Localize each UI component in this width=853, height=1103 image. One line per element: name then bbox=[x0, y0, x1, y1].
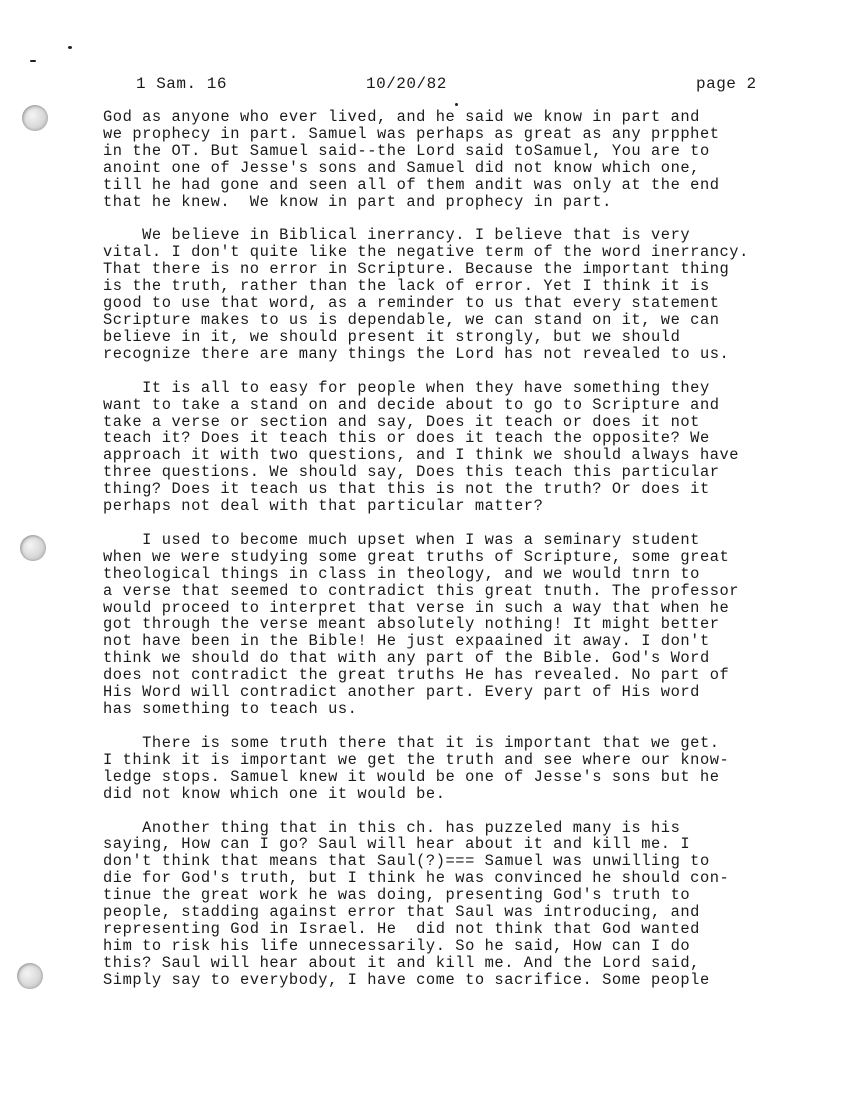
text-line: this? Saul will hear about it and kill me. And the Lord said, bbox=[103, 953, 700, 972]
text-line: That there is no error in Scripture. Because the important thing bbox=[103, 260, 730, 279]
text-line: when we were studying some great truths of Scripture, some great bbox=[103, 547, 730, 566]
text-line: is the truth, rather than the lack of error. Yet I think it is bbox=[103, 277, 710, 296]
text-line: die for God's truth, but I think he was convinced he should con- bbox=[103, 869, 730, 888]
text-line: would proceed to interpret that verse in such a way that when he bbox=[103, 598, 730, 617]
text-line: we prophecy in part. Samuel was perhaps as great as any prpphet bbox=[103, 124, 720, 143]
text-line: teach it? Does it teach this or does it teach the opposite? We bbox=[103, 429, 710, 448]
page-header bbox=[136, 75, 757, 97]
text-line: got through the verse meant absolutely nothing! It might better bbox=[103, 615, 720, 634]
text-line: perhaps not deal with that particular matter? bbox=[103, 497, 544, 516]
text-line: not have been in the Bible! He just expaained it away. I don't bbox=[103, 632, 710, 651]
paragraph bbox=[103, 109, 803, 210]
text-line: anoint one of Jesse's sons and Samuel did not know which one, bbox=[103, 158, 700, 177]
text-line: saying, How can I go? Saul will hear about it and kill me. I bbox=[103, 835, 691, 854]
header-date: 10/20/82 bbox=[366, 75, 447, 93]
text-line: him to risk his life unnecessarily. So he said, How can I do bbox=[103, 936, 691, 955]
ink-speck bbox=[455, 103, 458, 106]
text-line: representing God in Israel. He did not think that God wanted bbox=[103, 919, 700, 938]
ink-speck bbox=[30, 60, 36, 62]
document-body bbox=[103, 109, 803, 1006]
text-line: God as anyone who ever lived, and he said we know in part and bbox=[103, 108, 700, 126]
punch-hole-bottom bbox=[17, 963, 43, 989]
text-line: in the OT. But Samuel said--the Lord said toSamuel, You are to bbox=[103, 141, 710, 160]
text-line: that he knew. We know in part and prophecy in part. bbox=[103, 192, 612, 211]
text-line: has something to teach us. bbox=[103, 700, 358, 718]
scripture-reference: 1 Sam. 16 bbox=[136, 75, 227, 93]
text-line: people, stadding against error that Saul was introducing, and bbox=[103, 903, 700, 922]
page-number: page 2 bbox=[696, 75, 757, 93]
text-line: ledge stops. Samuel knew it would be one of Jesse's sons but he bbox=[103, 767, 720, 786]
text-line: His Word will contradict another part. Every part of His word bbox=[103, 683, 700, 702]
ink-speck bbox=[68, 46, 72, 49]
text-line: does not contradict the great truths He has revealed. No part of bbox=[103, 666, 730, 685]
text-line: did not know which one it would be. bbox=[103, 784, 446, 803]
text-line: Another thing that in this ch. has puzzeled many is his bbox=[103, 818, 681, 837]
text-line: a verse that seemed to contradict this great tnuth. The professor bbox=[103, 581, 740, 600]
text-line: recognize there are many things the Lord has not revealed to us. bbox=[103, 344, 730, 363]
text-line: theological things in class in theology, and we would tnrn to bbox=[103, 564, 700, 583]
punch-hole-middle bbox=[20, 535, 46, 561]
text-line: approach it with two questions, and I think we should always have bbox=[103, 446, 740, 465]
paragraph bbox=[103, 532, 803, 718]
text-line: think we should do that with any part of the Bible. God's Word bbox=[103, 649, 710, 668]
text-line: take a verse or section and say, Does it teach or does it not bbox=[103, 412, 700, 431]
text-line: Scripture makes to us is dependable, we can stand on it, we can bbox=[103, 310, 720, 329]
paragraph bbox=[103, 227, 803, 362]
text-line: It is all to easy for people when they have something they bbox=[103, 378, 710, 397]
text-line: tinue the great work he was doing, presenting God's truth to bbox=[103, 886, 691, 905]
text-line: don't think that means that Saul(?)=== Samuel was unwilling to bbox=[103, 852, 710, 871]
text-line: We believe in Biblical inerrancy. I believe that is very bbox=[103, 226, 691, 245]
text-line: thing? Does it teach us that this is not the truth? Or does it bbox=[103, 480, 710, 499]
text-line: I think it is important we get the truth and see where our know- bbox=[103, 750, 730, 769]
text-line: believe in it, we should present it strongly, but we should bbox=[103, 327, 681, 346]
text-line: three questions. We should say, Does this teach this particular bbox=[103, 463, 720, 482]
text-line: Simply say to everybody, I have come to sacrifice. Some people bbox=[103, 970, 710, 989]
text-line: vital. I don't quite like the negative term of the word inerrancy. bbox=[103, 243, 749, 262]
paragraph bbox=[103, 735, 803, 803]
paragraph bbox=[103, 380, 803, 515]
text-line: There is some truth there that it is important that we get. bbox=[103, 733, 720, 752]
paragraph bbox=[103, 820, 803, 989]
punch-hole-top bbox=[22, 105, 48, 131]
text-line: good to use that word, as a reminder to us that every statement bbox=[103, 294, 720, 313]
text-line: I used to become much upset when I was a seminary student bbox=[103, 530, 700, 549]
text-line: till he had gone and seen all of them andit was only at the end bbox=[103, 175, 720, 194]
text-line: want to take a stand on and decide about to go to Scripture and bbox=[103, 395, 720, 414]
